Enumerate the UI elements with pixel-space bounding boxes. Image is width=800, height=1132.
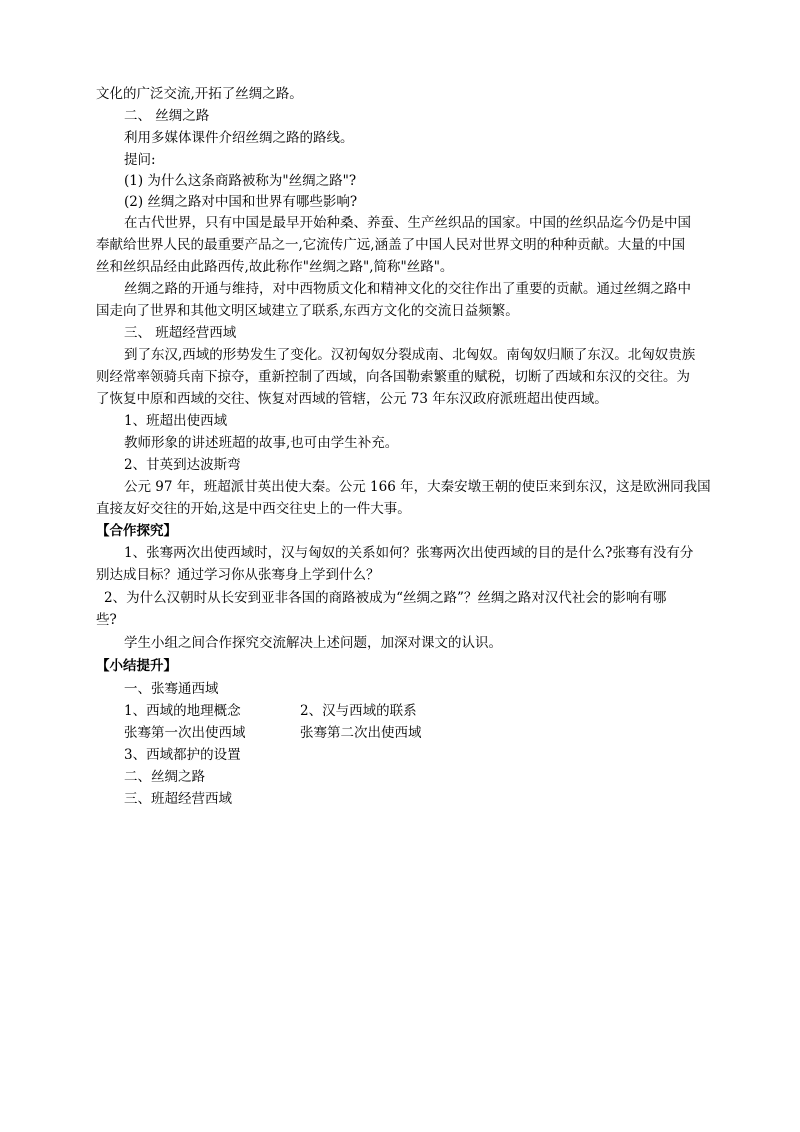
paragraph-line: 学生小组之间合作探究交流解决上述问题，加深对课文的认识。 [124,635,502,651]
paragraph-line: 到了东汉,西域的形势发生了变化。汉初匈奴分裂成南、北匈奴。南匈奴归顺了东汉。北匈奴贵族 [124,347,696,363]
section-heading-ban-chao: 三、 班超经营西域 [124,325,237,341]
summary-item: 二、丝绸之路 [124,769,205,785]
question-item: (2) 丝绸之路对中国和世界有哪些影响? [124,194,358,210]
paragraph-line: 了恢复中原和西域的交往、恢复对西域的管辖，公元 73 年东汉政府派班超出使西域。 [96,391,608,407]
paragraph-line: 则经常率领骑兵南下掠夺，重新控制了西域，向各国勒索繁重的赋税，切断了西域和东汉的交往。为 [96,369,690,385]
summary-item: 3、西域都护的设置 [124,747,241,763]
question-item: (1) 为什么这条商路被称为"丝绸之路"? [124,173,357,189]
subheading: 2、甘英到达波斯弯 [124,457,241,473]
paragraph-line: 提问: [124,152,156,168]
paragraph-line: 国走向了世界和其他文明区域建立了联系,东西方文化的交流日益频繁。 [96,303,519,319]
summary-item: 1、西域的地理概念 [124,703,241,719]
heading-cooperative-inquiry: 【合作探究】 [96,523,177,539]
summary-item: 2、汉与西域的联系 [300,703,417,719]
summary-item: 张骞第二次出使西域 [300,725,422,741]
paragraph-line: 丝和丝织品经由此路西传,故此称作"丝绸之路",简称"丝路"。 [96,259,454,275]
heading-summary: 【小结提升】 [96,658,177,674]
subheading: 1、班超出使西域 [124,413,228,429]
paragraph-line: 公元 97 年，班超派甘英出使大秦。公元 166 年，大秦安墩王朝的使臣来到东汉，这是欧洲同我国 [124,479,711,495]
paragraph-line: 1、张骞两次出使西域时，汉与匈奴的关系如何？张骞两次出使西域的目的是什么?张骞有没有分 [124,545,694,561]
paragraph-line: 丝绸之路的开通与维持，对中西物质文化和精神文化的交往作出了重要的贡献。通过丝绸之路中 [124,281,691,297]
summary-item: 一、张骞通西域 [124,681,219,697]
paragraph-line: 2、为什么汉朝时从长安到亚非各国的商路被成为“丝绸之路”？丝绸之路对汉代社会的影响有哪 [104,590,667,606]
summary-item: 三、班超经营西域 [124,791,232,807]
paragraph-line: 些? [96,612,117,628]
paragraph-line: 教师形象的讲述班超的故事,也可由学生补充。 [124,435,399,451]
section-heading-silk-road: 二、 丝绸之路 [124,108,210,124]
paragraph-line: 直接友好交往的开始,这是中西交往史上的一件大事。 [96,501,411,517]
paragraph-line: 利用多媒体课件介绍丝绸之路的路线。 [124,130,354,146]
paragraph-line: 奉献给世界人民的最重要产品之一,它流传广远,涵盖了中国人民对世界文明的种种贡献。大量的中国 [96,237,686,253]
paragraph-line: 别达成目标？通过学习你从张骞身上学到什么？ [96,567,380,583]
paragraph-line: 在古代世界，只有中国是最早开始种桑、养蚕、生产丝织品的国家。中国的丝织品迄今仍是中国 [124,215,691,231]
summary-item: 张骞第一次出使西域 [124,725,246,741]
paragraph-line: 文化的广泛交流,开拓了丝绸之路。 [96,86,303,102]
